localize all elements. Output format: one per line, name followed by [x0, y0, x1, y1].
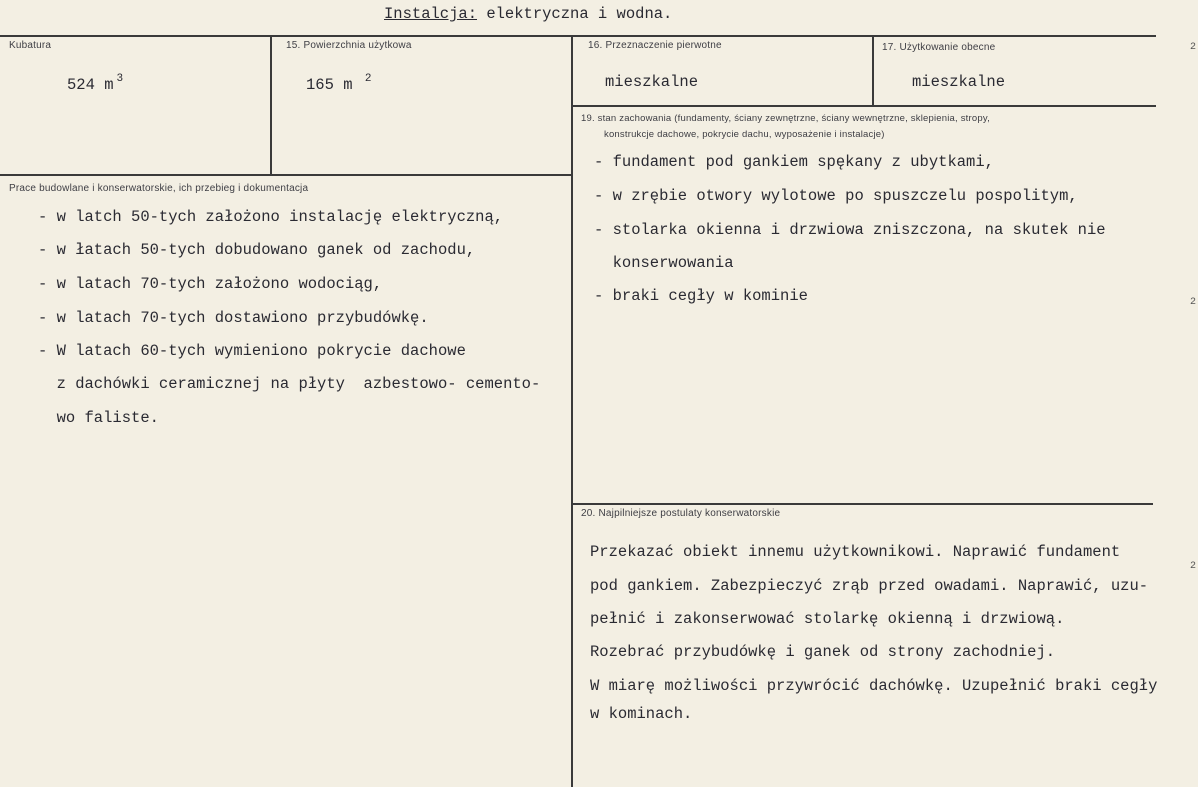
edge-mark-1: 2: [1189, 42, 1196, 53]
prace-line-6: z dachówki ceramicznej na płyty azbestowo- cemento-: [38, 375, 541, 393]
header-title-rest: elektryczna i wodna.: [477, 5, 673, 23]
kubatura-number: 524 m: [67, 76, 114, 94]
postulaty-line-2: pod gankiem. Zabezpieczyć zrąb przed owadami. Naprawić, uzu-: [590, 577, 1149, 595]
postulaty-line-6: w kominach.: [590, 705, 693, 723]
stan-label-line1: 19. stan zachowania (fundamenty, ściany zewnętrzne, ściany wewnętrzne, sklepienia, stropy,: [581, 113, 990, 124]
stan-line-4: konserwowania: [594, 254, 734, 272]
divider-uzytkowanie: [872, 35, 874, 107]
center-divider: [571, 35, 573, 787]
przeznaczenie-label: 16. Przeznaczenie pierwotne: [588, 40, 722, 51]
powierzchnia-label: 15. Powierzchnia użytkowa: [286, 40, 412, 51]
prace-line-7: wo faliste.: [38, 409, 159, 427]
kubatura-label: Kubatura: [9, 40, 52, 51]
edge-mark-3: 2: [1189, 561, 1196, 572]
kubatura-value: [67, 73, 124, 94]
rule-below-przeznaczenie: [573, 105, 1156, 107]
prace-label: Prace budowlane i konserwatorskie, ich przebieg i dokumentacja: [9, 183, 309, 194]
prace-line-2: - w łatach 50-tych dobudowano ganek od zachodu,: [38, 241, 476, 259]
prace-line-5: - W latach 60-tych wymieniono pokrycie dachowe: [38, 342, 466, 360]
edge-mark-2: 2: [1189, 297, 1196, 308]
stan-line-5: - braki cegły w kominie: [594, 287, 808, 305]
stan-line-3: - stolarka okienna i drzwiowa zniszczona, na skutek nie: [594, 221, 1106, 239]
divider-kubatura: [270, 35, 272, 175]
prace-line-3: - w latach 70-tych założono wodociąg,: [38, 275, 383, 293]
rule-below-stan: [573, 503, 1153, 505]
uzytkowanie-value: mieszkalne: [912, 73, 1006, 91]
powierzchnia-value: [306, 73, 372, 94]
top-rule: [0, 35, 1156, 37]
powierzchnia-number: 165 m: [306, 76, 362, 94]
kubatura-exponent: 3: [116, 73, 124, 85]
przeznaczenie-value: mieszkalne: [605, 73, 699, 91]
rule-below-kubatura: [0, 174, 573, 176]
postulaty-line-3: pełnić i zakonserwować stolarkę okienną i drzwiową.: [590, 610, 1065, 628]
prace-line-4: - w latach 70-tych dostawiono przybudówkę.: [38, 309, 429, 327]
postulaty-label: 20. Najpilniejsze postulaty konserwatorskie: [581, 508, 781, 519]
header-title-prefix: Instalcja:: [384, 5, 478, 23]
postulaty-line-5: W miarę możliwości przywrócić dachówkę. Uzupełnić braki cegły: [590, 677, 1158, 695]
powierzchnia-exponent: 2: [364, 73, 372, 85]
stan-line-2: - w zrębie otwory wylotowe po spuszczelu pospolitym,: [594, 187, 1078, 205]
prace-line-1: - w latch 50-tych założono instalację elektryczną,: [38, 208, 504, 226]
stan-label-line2: konstrukcje dachowe, pokrycie dachu, wyposażenie i instalacje): [604, 129, 885, 140]
stan-line-1: - fundament pod gankiem spękany z ubytkami,: [594, 153, 994, 171]
postulaty-line-1: Przekazać obiekt innemu użytkownikowi. Naprawić fundament: [590, 543, 1121, 561]
uzytkowanie-label: 17. Użytkowanie obecne: [882, 42, 996, 53]
postulaty-line-4: Rozebrać przybudówkę i ganek od strony zachodniej.: [590, 643, 1056, 661]
card-header: [384, 5, 672, 23]
